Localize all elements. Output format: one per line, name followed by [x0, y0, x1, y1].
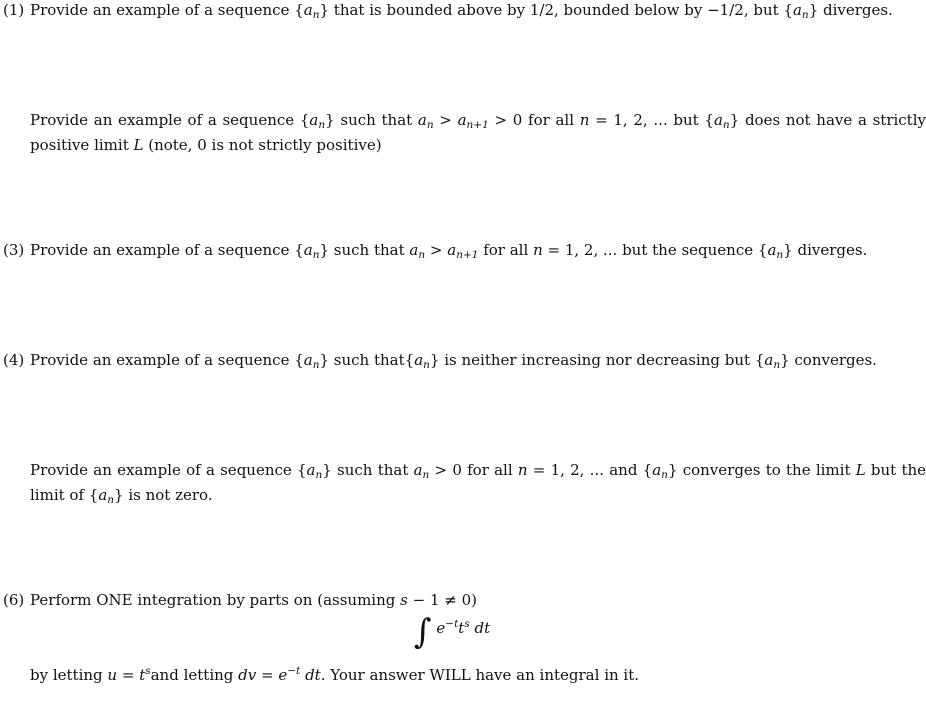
- question-6: [3, 590, 899, 610]
- question-5-text: Provide an example of a sequence $\{a_n\}$ such that $a_n > 0$ for all n = 1, 2, ... and $\{a_n\}$ converges to the limit L but the limit of $\{a_n\}$ is not zero.: [30, 461, 926, 506]
- integral-expression: ∫ $e^{-t}t^s$ dt: [413, 612, 491, 652]
- question-4: [3, 350, 899, 375]
- question-4-number: (4): [3, 351, 25, 369]
- question-6-number: (6): [3, 591, 25, 609]
- question-3-text: Provide an example of a sequence $\{a_n\}$ such that $a_n > a_{n+1}$ for all n = 1, 2, ... but the sequence $\{a_n\}$ diverges.: [30, 241, 868, 261]
- question-6-text: Perform ONE integration by parts on (assuming s − 1 ≠ 0): [30, 591, 477, 609]
- question-1: [3, 0, 899, 25]
- question-3-number: (3): [3, 241, 25, 259]
- question-2: [3, 110, 926, 155]
- question-5: [3, 460, 926, 510]
- question-6-followup: by letting $u = t^sand$ letting dv = $e^{-t}$ dt. Your answer WILL have an integral in it.: [30, 665, 640, 684]
- question-5-number: [3, 460, 30, 480]
- question-3: [3, 240, 899, 265]
- question-1-number: (1): [3, 1, 25, 19]
- question-4-text: Provide an example of a sequence $\{a_n\}$ such $that\{a_n\}$ is neither increasing nor decreasing but $\{a_n\}$ converges.: [30, 351, 877, 371]
- question-2-number: [3, 110, 30, 130]
- question-2-text: Provide an example of a sequence $\{a_n\}$ such that $a_n > a_{n+1} > 0$ for all n = 1, 2, ... but $\{a_n\}$ does not have a strictly positive limit L (note, 0 is not strictly positive): [30, 111, 926, 154]
- integral-sign-icon: ∫: [413, 612, 432, 652]
- question-1-text: Provide an example of a sequence $\{a_n\}$ that is bounded above by 1/2, bounded below by −1/2, but $\{a_n\}$ diverges.: [30, 1, 893, 21]
